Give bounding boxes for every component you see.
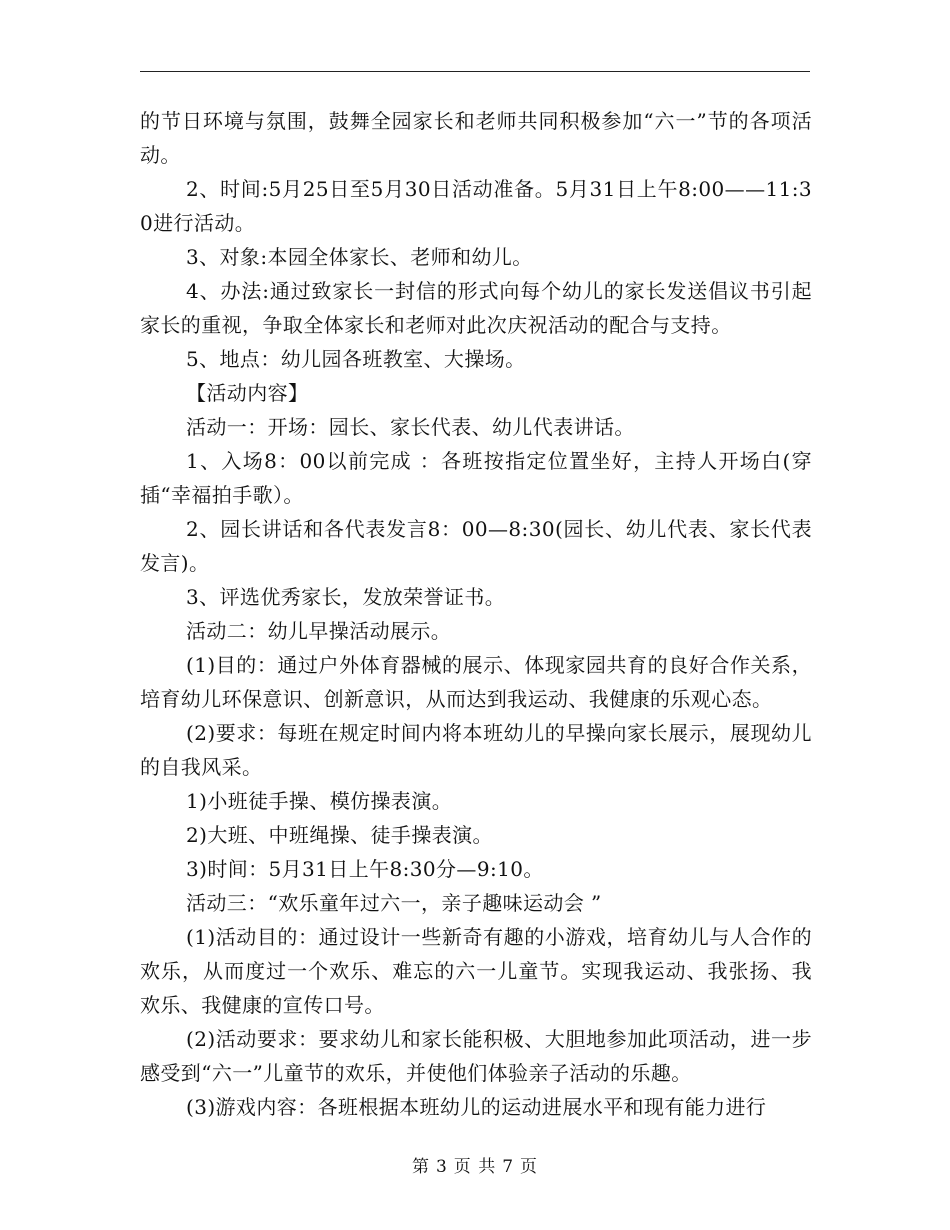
list-item-large-middle-class: 2)大班、中班绳操、徒手操表演。 xyxy=(186,823,493,847)
footer-current-page: 3 xyxy=(435,1157,448,1177)
list-item-small-class: 1)小班徒手操、模仿操表演。 xyxy=(186,789,453,813)
activity-one-heading: 活动一：开场：园长、家长代表、幼儿代表讲话。 xyxy=(186,415,635,439)
section-heading-activity-content: 【活动内容】 xyxy=(186,381,309,405)
paragraph-location: 5、地点：幼儿园各班教室、大操场。 xyxy=(186,347,526,371)
activity-three-heading: 活动三：“欢乐童年过六一，亲子趣味运动会 ” xyxy=(186,891,602,915)
paragraph-game-content: (3)游戏内容：各班根据本班幼儿的运动进展水平和现有能力进行 xyxy=(186,1095,767,1119)
paragraph-method: 4、办法:通过致家长一封信的形式向每个幼儿的家长发送倡议书引起家长的重视，争取全体家长和老师对此次庆祝活动的配合与支持。 xyxy=(140,279,812,337)
footer-suffix: 页 xyxy=(520,1157,539,1177)
paragraph-speeches: 2、园长讲话和各代表发言8：00—8:30(园长、幼儿代表、家长代表发言)。 xyxy=(140,517,812,575)
paragraph-requirements: (2)要求：每班在规定时间内将本班幼儿的早操向家长展示，展现幼儿的自我风采。 xyxy=(140,721,812,779)
paragraph-time: 2、时间:5月25日至5月30日活动准备。5月31日上午8:00——11:30进行活动。 xyxy=(140,177,812,235)
paragraph-target: 3、对象:本园全体家长、老师和幼儿。 xyxy=(186,245,533,269)
header-rule xyxy=(140,71,810,72)
paragraph-activity-requirements: (2)活动要求：要求幼儿和家长能积极、大胆地参加此项活动，进一步感受到“六一”儿童节的欢乐，并使他们体验亲子活动的乐趣。 xyxy=(140,1027,812,1085)
list-item-time: 3)时间：5月31日上午8:30分—9:10。 xyxy=(186,857,544,881)
paragraph-environment: 的节日环境与氛围，鼓舞全园家长和老师共同积极参加“六一”节的各项活动。 xyxy=(140,109,812,167)
activity-two-heading: 活动二：幼儿早操活动展示。 xyxy=(186,619,452,643)
page-number-footer xyxy=(0,1152,950,1177)
footer-prefix: 第 xyxy=(411,1157,430,1177)
paragraph-entry: 1、入场8：00以前完成 ：各班按指定位置坐好，主持人开场白(穿插“幸福拍手歌）。 xyxy=(140,449,812,507)
paragraph-purpose: (1)目的：通过户外体育器械的展示、体现家园共育的良好合作关系，培育幼儿环保意识、创新意识，从而达到我运动、我健康的乐观心态。 xyxy=(140,653,812,711)
document-body xyxy=(140,104,812,1124)
paragraph-activity-purpose: (1)活动目的：通过设计一些新奇有趣的小游戏，培育幼儿与人合作的欢乐，从而度过一个欢乐、难忘的六一儿童节。实现我运动、我张扬、我欢乐、我健康的宣传口号。 xyxy=(140,925,812,1017)
paragraph-awards: 3、评选优秀家长，发放荣誉证书。 xyxy=(186,585,506,609)
footer-total-pages: 7 xyxy=(502,1157,515,1177)
footer-middle: 页 共 xyxy=(453,1157,497,1177)
